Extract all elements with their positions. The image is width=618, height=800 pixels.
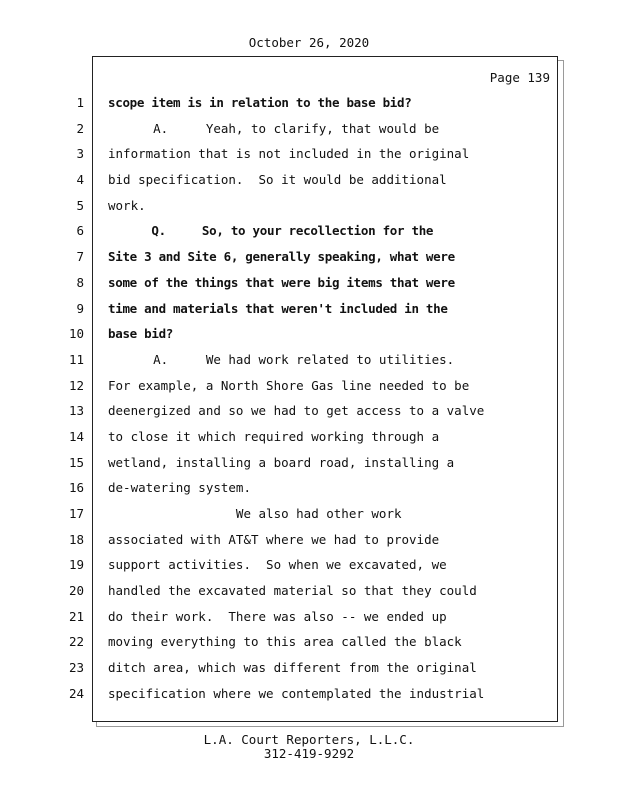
line-number: 17 xyxy=(68,506,84,521)
transcript-line xyxy=(0,475,618,501)
reporter-phone: 312-419-9292 xyxy=(263,746,355,761)
footer xyxy=(0,733,618,761)
line-text: scope item is in relation to the base bid? xyxy=(108,95,412,110)
line-number: 6 xyxy=(76,223,84,239)
line-number: 24 xyxy=(68,685,84,701)
line-text: support activities. So when we excavated, we xyxy=(108,557,447,573)
transcript-line xyxy=(0,141,618,167)
transcript-line xyxy=(0,116,618,142)
line-number: 15 xyxy=(68,454,84,470)
line-text: work. xyxy=(108,197,146,213)
transcript-line xyxy=(0,527,618,553)
transcript-line xyxy=(0,450,618,476)
line-number: 11 xyxy=(68,351,84,367)
line-number: 10 xyxy=(68,326,84,342)
line-number: 16 xyxy=(68,480,84,496)
transcript-line xyxy=(0,296,618,322)
line-number: 13 xyxy=(68,403,84,419)
line-number: 9 xyxy=(76,300,84,316)
line-number: 4 xyxy=(76,172,84,188)
line-text: Q. So, to your recollection for the xyxy=(108,223,434,239)
line-text: For example, a North Shore Gas line needed to be xyxy=(108,377,470,393)
transcript-line xyxy=(0,578,618,604)
transcript-line xyxy=(0,270,618,296)
transcript-lines xyxy=(0,90,618,707)
line-number: 18 xyxy=(68,531,84,547)
line-text: de-watering system. xyxy=(108,480,251,496)
line-number: 12 xyxy=(68,377,84,393)
line-number: 1 xyxy=(76,95,84,110)
transcript-line xyxy=(0,244,618,270)
line-text: specification where we contemplated the industrial xyxy=(108,685,485,701)
line-number: 22 xyxy=(68,634,84,650)
line-text: wetland, installing a board road, installing a xyxy=(108,454,455,470)
page-number: Page 139 xyxy=(489,70,550,85)
line-text: time and materials that weren't included in the xyxy=(108,300,448,316)
line-text: some of the things that were big items that were xyxy=(108,274,455,290)
line-text: A. We had work related to utilities. xyxy=(108,351,455,367)
reporter-company: L.A. Court Reporters, L.L.C. xyxy=(203,732,415,747)
transcript-line xyxy=(0,604,618,630)
transcript-line xyxy=(0,321,618,347)
transcript-line xyxy=(0,552,618,578)
line-number: 7 xyxy=(76,249,84,265)
line-number: 19 xyxy=(68,557,84,573)
line-text: ditch area, which was different from the original xyxy=(108,660,477,676)
transcript-date: October 26, 2020 xyxy=(248,35,370,50)
line-number: 20 xyxy=(68,583,84,599)
line-number: 5 xyxy=(76,197,84,213)
transcript-line xyxy=(0,167,618,193)
transcript-line xyxy=(0,90,618,116)
line-text: to close it which required working through a xyxy=(108,428,440,444)
line-text: information that is not included in the original xyxy=(108,146,470,162)
line-text: bid specification. So it would be additional xyxy=(108,172,447,188)
line-number: 3 xyxy=(76,146,84,162)
line-text: deenergized and so we had to get access to a valve xyxy=(108,403,485,419)
line-text: handled the excavated material so that they could xyxy=(108,583,477,599)
line-text: A. Yeah, to clarify, that would be xyxy=(108,120,440,136)
line-number: 8 xyxy=(76,274,84,290)
transcript-line xyxy=(0,218,618,244)
line-text: moving everything to this area called the black xyxy=(108,634,462,650)
line-number: 14 xyxy=(68,428,84,444)
line-text: We also had other work xyxy=(108,506,402,521)
transcript-line xyxy=(0,193,618,219)
transcript-line xyxy=(0,398,618,424)
line-text: associated with AT&T where we had to provide xyxy=(108,531,440,547)
transcript-line xyxy=(0,347,618,373)
transcript-line xyxy=(0,373,618,399)
transcript-line xyxy=(0,681,618,707)
transcript-line xyxy=(0,424,618,450)
line-number: 21 xyxy=(68,608,84,624)
transcript-line xyxy=(0,655,618,681)
line-text: Site 3 and Site 6, generally speaking, what were xyxy=(108,249,455,265)
line-number: 2 xyxy=(76,120,84,136)
line-text: do their work. There was also -- we ended up xyxy=(108,608,447,624)
transcript-line xyxy=(0,501,618,527)
line-number: 23 xyxy=(68,660,84,676)
line-text: base bid? xyxy=(108,326,174,342)
transcript-line xyxy=(0,629,618,655)
